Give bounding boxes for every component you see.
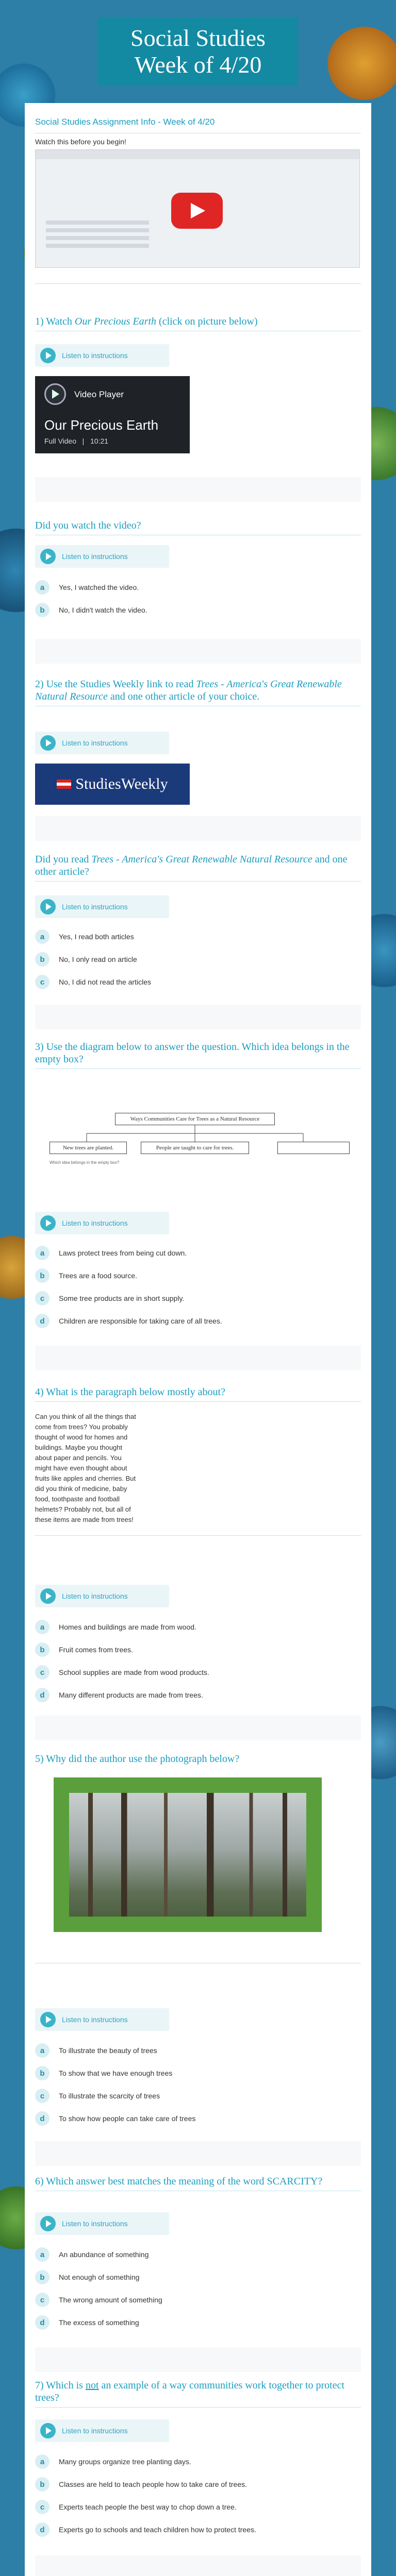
option-c[interactable]: c Some tree products are in short supply. [35, 1287, 361, 1310]
question-3 [35, 1041, 361, 1069]
option-b[interactable]: b Not enough of something [35, 2266, 361, 2289]
option-c[interactable]: c Experts teach people the best way to chop down a tree. [35, 2496, 361, 2518]
question-watched [35, 519, 361, 535]
listen-button[interactable]: Listen to instructions [35, 2008, 169, 2031]
diagram-empty-box [277, 1142, 350, 1154]
question-6 [35, 2175, 361, 2191]
option-a[interactable]: a To illustrate the beauty of trees [35, 2039, 361, 2062]
option-a[interactable]: a Laws protect trees from being cut down. [35, 1242, 361, 1264]
question-3-title: 3) Use the diagram below to answer the question. Which idea belongs in the empty box? [35, 1041, 361, 1069]
options-q7 [35, 2450, 361, 2541]
question-7-title: 7) Which is not an example of a way communities work together to protect trees? [35, 2379, 361, 2408]
question-7 [35, 2379, 361, 2408]
question-5-title: 5) Why did the author use the photograph below? [35, 1753, 240, 1765]
diagram-left-box: New trees are planted. [50, 1142, 127, 1154]
option-a[interactable]: a Homes and buildings are made from wood. [35, 1616, 361, 1638]
question-2 [35, 678, 361, 706]
title-box [98, 18, 298, 86]
flag-icon [57, 779, 71, 789]
forest-image [69, 1793, 306, 1917]
question-1 [35, 315, 361, 331]
option-a[interactable]: a Yes, I read both articles [35, 925, 361, 948]
option-b[interactable]: b Classes are held to teach people how to take care of trees. [35, 2473, 361, 2496]
question-read-title: Did you read Trees - America's Great Renewable Natural Resource and one other article? [35, 853, 361, 882]
question-watched-title: Did you watch the video? [35, 519, 361, 535]
question-6-title: 6) Which answer best matches the meaning of the word SCARCITY? [35, 2175, 361, 2191]
video-play-icon [44, 383, 66, 405]
options-q3 [35, 1242, 361, 1332]
title-banner [0, 0, 396, 103]
question-2-title: 2) Use the Studies Weekly link to read Trees - America's Great Renewable Natural Resource and one other article of your choice. [35, 678, 361, 706]
option-c[interactable]: c School supplies are made from wood products. [35, 1661, 361, 1684]
intro-text: Watch this before you begin! [35, 138, 126, 146]
options-q4 [35, 1616, 361, 1706]
play-icon [40, 899, 56, 914]
tree-care-diagram [35, 1113, 360, 1170]
listen-button[interactable]: Listen to instructions [35, 895, 169, 918]
intro-title: Social Studies Assignment Info - Week of 4/20 [35, 116, 361, 133]
option-c[interactable]: c No, I did not read the articles [35, 971, 361, 993]
assignment-card [25, 103, 371, 2576]
listen-button[interactable]: Listen to instructions [35, 2212, 169, 2235]
option-a[interactable]: a An abundance of something [35, 2243, 361, 2266]
question-5 [35, 1753, 361, 1768]
diagram-caption: Which idea belongs in the empty box? [50, 1160, 120, 1165]
option-b[interactable]: b Fruit comes from trees. [35, 1638, 361, 1661]
question-4 [35, 1386, 361, 1402]
option-b[interactable]: b No, I only read on article [35, 948, 361, 971]
options-watched [35, 576, 361, 621]
listen-button[interactable]: Listen to instructions [35, 732, 169, 754]
listen-button[interactable]: Listen to instructions [35, 545, 169, 568]
option-d[interactable]: d Children are responsible for taking care of all trees. [35, 1310, 361, 1332]
option-d[interactable]: d Experts go to schools and teach children how to protect trees. [35, 2518, 361, 2541]
play-icon [40, 1215, 56, 1231]
play-icon [40, 735, 56, 751]
intro-video[interactable] [35, 149, 360, 268]
option-c[interactable]: c The wrong amount of something [35, 2289, 361, 2311]
play-icon [40, 348, 56, 363]
question-4-title: 4) What is the paragraph below mostly about? [35, 1386, 361, 1402]
listen-button[interactable]: Listen to instructions [35, 344, 169, 367]
option-d[interactable]: d The excess of something [35, 2311, 361, 2334]
studies-weekly-link[interactable]: StudiesWeekly [35, 764, 190, 805]
option-a[interactable]: a Yes, I watched the video. [35, 576, 361, 599]
option-b[interactable]: b No, I didn't watch the video. [35, 599, 361, 621]
listen-button[interactable]: Listen to instructions [35, 1212, 169, 1234]
option-d[interactable]: d Many different products are made from trees. [35, 1684, 361, 1706]
question-read [35, 853, 361, 882]
option-b[interactable]: b Trees are a food source. [35, 1264, 361, 1287]
passage-text: Can you think of all the things that come from trees? You probably thought of wood for homes and buildings. Maybe you thought about paper and pencils. You might have even thought about fruits like apples and cherries. But did you think of medicine, baby food, toothpaste and football helmets? Probably not, but all of these items are made from trees! [35, 1413, 136, 1523]
play-icon [40, 1588, 56, 1604]
option-b[interactable]: b To show that we have enough trees [35, 2062, 361, 2084]
intro-section [35, 116, 361, 146]
video-player-card[interactable]: Video Player Our Precious Earth Full Video | 10:21 [35, 376, 190, 453]
option-a[interactable]: a Many groups organize tree planting days. [35, 2450, 361, 2473]
question-1-title: 1) Watch Our Precious Earth (click on picture below) [35, 315, 361, 331]
play-icon [40, 2216, 56, 2231]
youtube-play-icon[interactable] [171, 193, 223, 229]
diagram-middle-box: People are taught to care for trees. [141, 1142, 249, 1154]
listen-button[interactable]: Listen to instructions [35, 2419, 169, 2442]
options-read [35, 925, 361, 993]
option-c[interactable]: c To illustrate the scarcity of trees [35, 2084, 361, 2107]
forest-photo [54, 1777, 322, 1932]
play-icon [40, 2423, 56, 2438]
play-icon [40, 2012, 56, 2027]
options-q5 [35, 2039, 361, 2130]
option-d[interactable]: d To show how people can take care of trees [35, 2107, 361, 2130]
diagram-top-box: Ways Communities Care for Trees as a Natural Resource [115, 1113, 275, 1125]
listen-button[interactable]: Listen to instructions [35, 1585, 169, 1607]
page-title: Social Studies Week of 4/20 [130, 25, 266, 78]
options-q6 [35, 2243, 361, 2334]
play-icon [40, 549, 56, 564]
video-browser-bar [36, 150, 359, 159]
